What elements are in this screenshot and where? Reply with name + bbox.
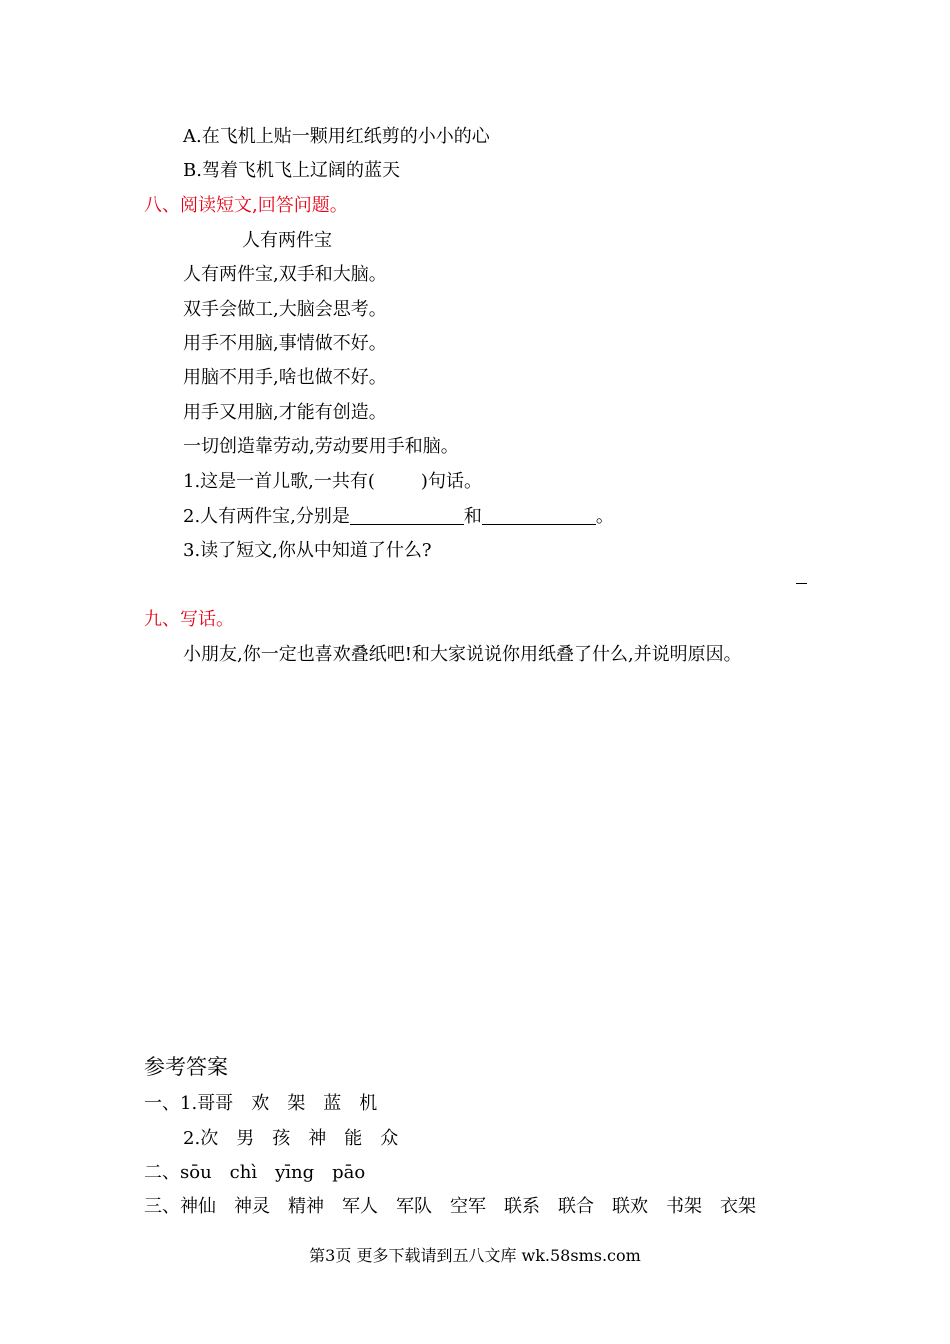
- question-8-2-end: 。: [595, 506, 614, 527]
- poem-title: 人有两件宝: [242, 230, 332, 251]
- poem-line: 用手又用脑,才能有创造。: [183, 402, 387, 423]
- answer-item: 神仙: [180, 1196, 216, 1217]
- answer-item: 男: [236, 1128, 255, 1149]
- answer-row-4-prefix: 三、: [144, 1196, 180, 1217]
- section-9-heading: 九、写话。: [144, 609, 234, 630]
- answer-item: 孩: [272, 1128, 291, 1149]
- poem-line: 用脑不用手,啥也做不好。: [183, 367, 387, 388]
- answer-item: 机: [359, 1093, 378, 1114]
- answer-item: 衣架: [720, 1196, 756, 1217]
- answer-row-1: [144, 1092, 377, 1116]
- answer-item: 架: [287, 1093, 306, 1114]
- answer-item: 书架: [666, 1196, 702, 1217]
- answer-item: 联欢: [612, 1196, 648, 1217]
- question-8-1: [183, 470, 482, 494]
- answer-item: sōu: [180, 1162, 212, 1183]
- answer-row-3: [144, 1161, 365, 1185]
- answer-row-1-prefix: 一、1.: [144, 1093, 198, 1114]
- answer-item: 联系: [504, 1196, 540, 1217]
- answer-blank: [350, 506, 464, 525]
- answer-line-stub: [796, 583, 807, 584]
- question-8-2-text: 2.人有两件宝,分别是: [183, 506, 350, 527]
- answer-item: 众: [380, 1128, 399, 1149]
- answer-item: 空军: [450, 1196, 486, 1217]
- answer-row-3-prefix: 二、: [144, 1162, 180, 1183]
- answer-item: 哥哥: [197, 1093, 234, 1114]
- answer-item: 神: [308, 1128, 327, 1149]
- question-8-1-text: 1.这是一首儿歌,一共有(: [183, 471, 375, 492]
- poem-line: 双手会做工,大脑会思考。: [183, 299, 387, 320]
- answer-item: 欢: [251, 1093, 270, 1114]
- answer-item: 能: [344, 1128, 363, 1149]
- answer-item: 联合: [558, 1196, 594, 1217]
- question-8-2: [183, 505, 614, 529]
- answer-item: 精神: [288, 1196, 324, 1217]
- answer-blank: [482, 506, 596, 525]
- answer-item: yīng: [275, 1162, 315, 1183]
- answer-item: pāo: [332, 1162, 366, 1183]
- section-8-heading: 八、阅读短文,回答问题。: [144, 195, 348, 216]
- option-a: A.在飞机上贴一颗用红纸剪的小小的心: [183, 126, 490, 147]
- answer-item: 军人: [342, 1196, 378, 1217]
- answer-item: 军队: [396, 1196, 432, 1217]
- answer-row-2-prefix: 2.: [183, 1128, 201, 1149]
- answer-item: chì: [229, 1162, 258, 1183]
- poem-line: 人有两件宝,双手和大脑。: [183, 264, 387, 285]
- option-b: B.驾着飞机飞上辽阔的蓝天: [183, 160, 400, 181]
- question-8-1-suffix: )句话。: [420, 471, 482, 492]
- page-footer: 第3页 更多下载请到五八文库 wk.58sms.com: [309, 1246, 641, 1265]
- answer-item: 神灵: [234, 1196, 270, 1217]
- answer-row-2: [183, 1127, 398, 1151]
- answer-item: 次: [200, 1128, 219, 1149]
- poem-line: 一切创造靠劳动,劳动要用手和脑。: [183, 436, 459, 457]
- answer-row-4: [144, 1195, 756, 1219]
- poem-line: 用手不用脑,事情做不好。: [183, 333, 387, 354]
- writing-prompt: 小朋友,你一定也喜欢叠纸吧!和大家说说你用纸叠了什么,并说明原因。: [183, 644, 742, 665]
- question-8-3: 3.读了短文,你从中知道了什么?: [183, 540, 432, 561]
- answer-item: 蓝: [323, 1093, 342, 1114]
- question-8-2-and: 和: [463, 506, 482, 527]
- answers-title: 参考答案: [144, 1055, 228, 1079]
